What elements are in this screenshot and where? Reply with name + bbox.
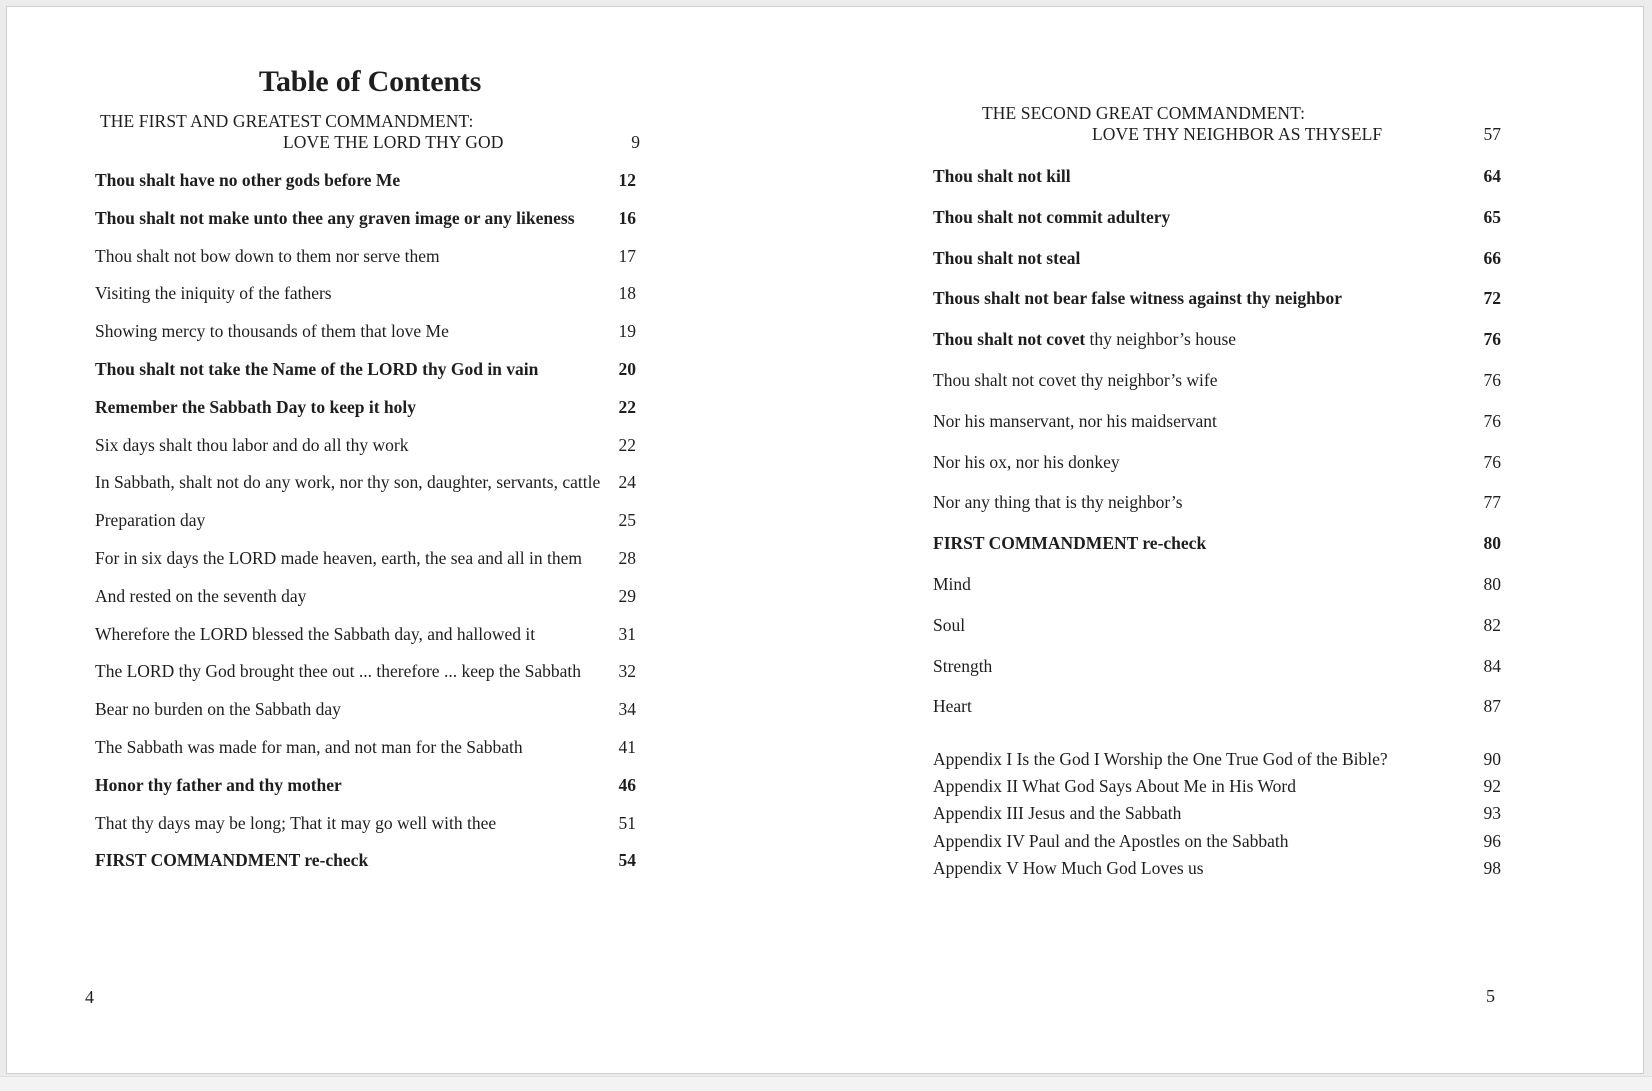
right-page: [826, 7, 1645, 1073]
toc-entry-page-number: 98: [1483, 857, 1501, 878]
toc-entry-page-number: 51: [618, 812, 636, 833]
toc-entry-page-number: 96: [1483, 830, 1501, 851]
toc-entry-title: Nor any thing that is thy neighbor’s: [933, 492, 1183, 513]
toc-entry-page-number: 32: [618, 661, 636, 682]
toc-entry-title: Appendix I Is the God I Worship the One True God of the Bible?: [933, 749, 1388, 769]
toc-entry-title: FIRST COMMANDMENT re-check: [95, 850, 369, 871]
toc-entry-page-number: 19: [618, 321, 636, 342]
toc-entry-title: Appendix V How Much God Loves us: [933, 857, 1204, 878]
section-heading-line2: LOVE THY NEIGHBOR AS THYSELF: [1092, 124, 1383, 144]
section-heading-line1: THE SECOND GREAT COMMANDMENT:: [982, 103, 1306, 123]
toc-entry-page-number: 66: [1483, 247, 1501, 268]
toc-entry-page-number: 76: [1483, 451, 1501, 472]
toc-entry-title: And rested on the seventh day: [95, 585, 307, 606]
toc-entry-page-number: 92: [1483, 776, 1501, 797]
toc-entry-page-number: 17: [618, 245, 636, 266]
toc-entry-page-number: 46: [618, 774, 636, 795]
toc-entry-page-number: 80: [1483, 533, 1501, 554]
toc-entry-title: Heart: [933, 696, 972, 717]
toc-entry-title: Appendix IV Paul and the Apostles on the Sabbath: [933, 830, 1289, 851]
toc-entry-title: Soul: [933, 614, 966, 635]
toc-entry-title: Honor thy father and thy mother: [95, 774, 342, 795]
toc-entry-page-number: 22: [618, 434, 636, 455]
toc-entry-title: Appendix II What God Says About Me in His Word: [933, 776, 1296, 797]
toc-entry-title: Visiting the iniquity of the fathers: [95, 283, 332, 304]
appendix-list: [826, 7, 1645, 1073]
toc-entry-page-number: 76: [1483, 329, 1501, 350]
toc-entry-title: Appendix III Jesus and the Sabbath: [933, 803, 1182, 824]
toc-entry-page-number: 77: [1483, 492, 1501, 513]
toc-entry-title: The Sabbath was made for man, and not man for the Sabbath: [95, 737, 523, 757]
page-number: 4: [85, 987, 94, 1007]
page-title: Table of Contents: [258, 65, 482, 98]
toc-entry-title: Mind: [933, 574, 971, 594]
left-toc-list: [7, 7, 826, 1073]
toc-entry-title: Remember the Sabbath Day to keep it holy: [95, 396, 416, 417]
toc-entry-title: Bear no burden on the Sabbath day: [95, 699, 341, 720]
section-heading-page: 9: [631, 132, 640, 152]
toc-entry-title-bold-part: Thou shalt not covet: [933, 329, 1086, 350]
toc-entry-title: Thou shalt not commit adultery: [933, 206, 1171, 227]
toc-entry-page-number: 90: [1483, 749, 1501, 769]
toc-entry-page-number: 16: [618, 207, 636, 228]
toc-entry-title: Wherefore the LORD blessed the Sabbath day, and hallowed it: [95, 623, 536, 644]
toc-entry-page-number: 12: [618, 170, 636, 190]
page-number: 5: [1486, 986, 1495, 1006]
toc-entry-title: Thous shalt not bear false witness against thy neighbor: [933, 288, 1343, 309]
toc-entry-title: FIRST COMMANDMENT re-check: [933, 533, 1207, 554]
toc-entry-title: Thou shalt not kill: [933, 166, 1071, 186]
toc-entry-page-number: 24: [618, 472, 636, 493]
toc-entry-page-number: 34: [618, 699, 636, 720]
toc-entry-page-number: 22: [618, 396, 636, 417]
toc-entry-page-number: 65: [1483, 206, 1501, 227]
toc-entry-page-number: 28: [618, 548, 636, 568]
toc-entry-title: Strength: [933, 655, 993, 676]
toc-entry-page-number: 64: [1483, 166, 1501, 186]
section-heading-line1: THE FIRST AND GREATEST COMMANDMENT:: [100, 111, 474, 131]
toc-entry-title: Six days shalt thou labor and do all thy work: [95, 434, 409, 455]
toc-entry-page-number: 76: [1483, 410, 1501, 431]
toc-entry-title: Thou shalt not take the Name of the LORD thy God in vain: [95, 359, 539, 379]
left-page: [7, 7, 826, 1073]
viewer-bottom-bar: [0, 1076, 1652, 1091]
toc-entry-title: For in six days the LORD made heaven, earth, the sea and all in them: [95, 548, 582, 568]
book-spread: [6, 6, 1644, 1074]
toc-entry-page-number: 25: [618, 510, 636, 531]
toc-entry-page-number: 72: [1483, 288, 1501, 309]
toc-entry-title: Thou shalt not make unto thee any graven image or any likeness: [95, 207, 575, 228]
toc-entry-title-rest: thy neighbor’s house: [1085, 329, 1237, 350]
toc-entry-title: The LORD thy God brought thee out ... therefore ... keep the Sabbath: [95, 661, 581, 682]
toc-entry-title: Thou shalt have no other gods before Me: [95, 170, 401, 190]
toc-entry-page-number: 87: [1483, 696, 1501, 717]
toc-entry-page-number: 82: [1483, 614, 1501, 635]
toc-entry-title: Showing mercy to thousands of them that love Me: [95, 321, 449, 342]
toc-entry-page-number: 80: [1483, 574, 1501, 594]
section-heading-line2: LOVE THE LORD THY GOD: [283, 132, 504, 152]
toc-entry-title: Thou shalt not steal: [933, 247, 1081, 268]
toc-entry-page-number: 93: [1483, 803, 1501, 824]
toc-entry-title: Nor his ox, nor his donkey: [933, 451, 1120, 472]
toc-entry-title: Thou shalt not covet thy neighbor’s wife: [933, 370, 1218, 390]
toc-entry-page-number: 41: [618, 737, 636, 757]
toc-entry-page-number: 76: [1483, 370, 1501, 390]
toc-entry-title: Nor his manservant, nor his maidservant: [933, 410, 1217, 431]
toc-entry-page-number: 84: [1483, 655, 1501, 676]
toc-entry-page-number: 18: [618, 283, 636, 304]
toc-entry-page-number: 54: [618, 850, 636, 871]
section-heading-page: 57: [1483, 124, 1501, 144]
toc-entry-page-number: 20: [618, 359, 636, 379]
toc-entry-page-number: 29: [618, 585, 636, 606]
toc-entry-title: Thou shalt not bow down to them nor serve them: [95, 245, 440, 266]
toc-entry-title: In Sabbath, shalt not do any work, nor thy son, daughter, servants, cattle: [95, 472, 601, 493]
toc-entry-title: That thy days may be long; That it may go well with thee: [95, 812, 497, 833]
toc-entry-title: Preparation day: [95, 510, 206, 531]
toc-entry-page-number: 31: [618, 623, 636, 644]
